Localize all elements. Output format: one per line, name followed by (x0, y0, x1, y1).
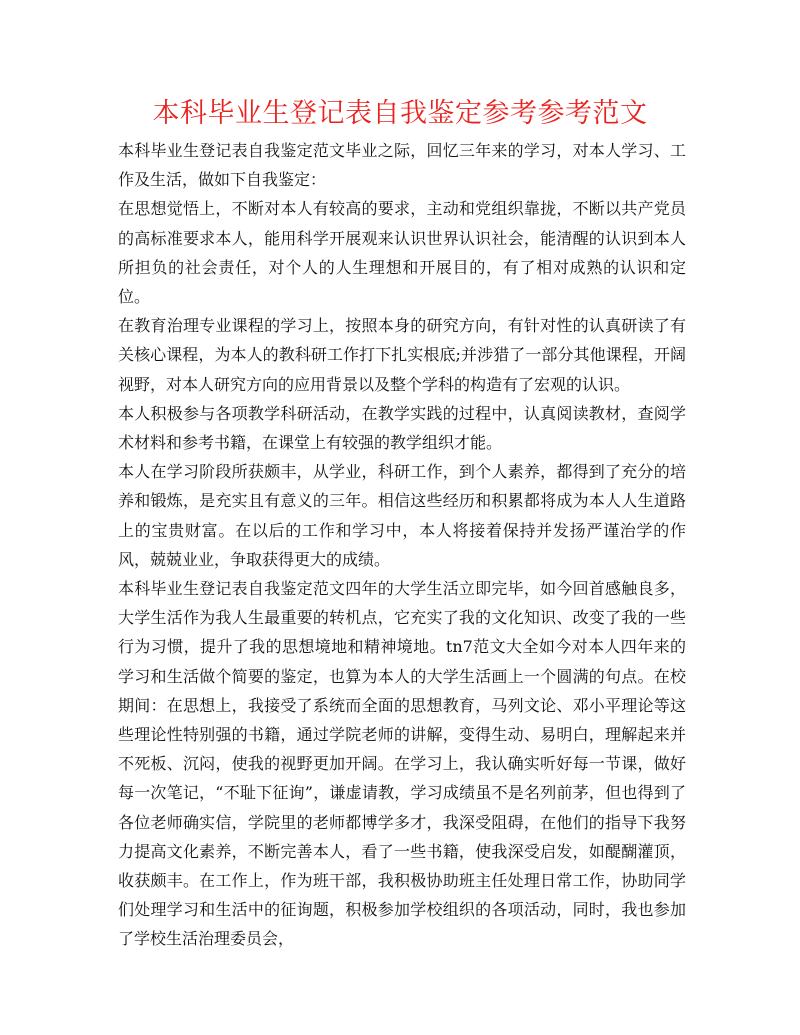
paragraph-6: 本科毕业生登记表自我鉴定范文四年的大学生活立即完毕，如今回首感触良多，大学生活作为我人生最重要的转机点，它充实了我的文化知识、改变了我的一些行为习惯，提升了我的思想境地和精神境地。tn7范文大全如今对本人四年来的学习和生活做个简要的鉴定，也算为本人的大学生活画上一个圆满的句点。在校期间：在思想上，我接受了系统而全面的思想教育，马列文论、邓小平理论等这些理论性特别强的书籍，通过学院老师的讲解，变得生动、易明白，理解起来并不死板、沉闷，使我的视野更加开阔。在学习上，我认确实听好每一节课，做好每一次笔记，“不耻下征询”，谦虚请教，学习成绩虽不是名列前茅，但也得到了各位老师确实信，学院里的老师都博学多才，我深受阻碍，在他们的指导下我努力提高文化素养，不断完善本人，看了一些书籍，使我深受启发，如醍醐灌顶，收获颇丰。在工作上，作为班干部，我积极协助班主任处理日常工作，协助同学们处理学习和生活中的征询题，积极参加学校组织的各项活动，同时，我也参加了学校生活治理委员会， (118, 579, 686, 949)
document-body (118, 136, 686, 954)
document-title: 本科毕业生登记表自我鉴定参考参考范文 (152, 98, 648, 129)
paragraph-2: 在思想觉悟上，不断对本人有较高的要求，主动和党组织靠拢，不断以共产党员的高标准要求本人，能用科学开展观来认识世界认识社会，能清醒的认识到本人所担负的社会责任，对个人的人生理想和开展目的，有了相对成熟的认识和定位。 (118, 199, 686, 307)
paragraph-5: 本人在学习阶段所获颇丰，从学业，科研工作，到个人素养，都得到了充分的培养和锻炼，是充实且有意义的三年。相信这些经历和积累都将成为本人人生道路上的宝贵财富。在以后的工作和学习中，本人将接着保持并发扬严谨治学的作风，兢兢业业，争取获得更大的成绩。 (118, 462, 686, 569)
paragraph-1: 本科毕业生登记表自我鉴定范文毕业之际，回忆三年来的学习，对本人学习、工作及生活，做如下自我鉴定： (118, 141, 686, 190)
paragraph-3: 在教育治理专业课程的学习上，按照本身的研究方向，有针对性的认真研读了有关核心课程，为本人的教科研工作打下扎实根底;并涉猎了一部分其他课程，开阔视野，对本人研究方向的应用背景以及整个学科的构造有了宏观的认识。 (118, 316, 686, 394)
paragraph-4: 本人积极参与各项教学科研活动，在教学实践的过程中，认真阅读教材，查阅学术材料和参考书籍，在课堂上有较强的教学组织才能。 (118, 403, 686, 453)
